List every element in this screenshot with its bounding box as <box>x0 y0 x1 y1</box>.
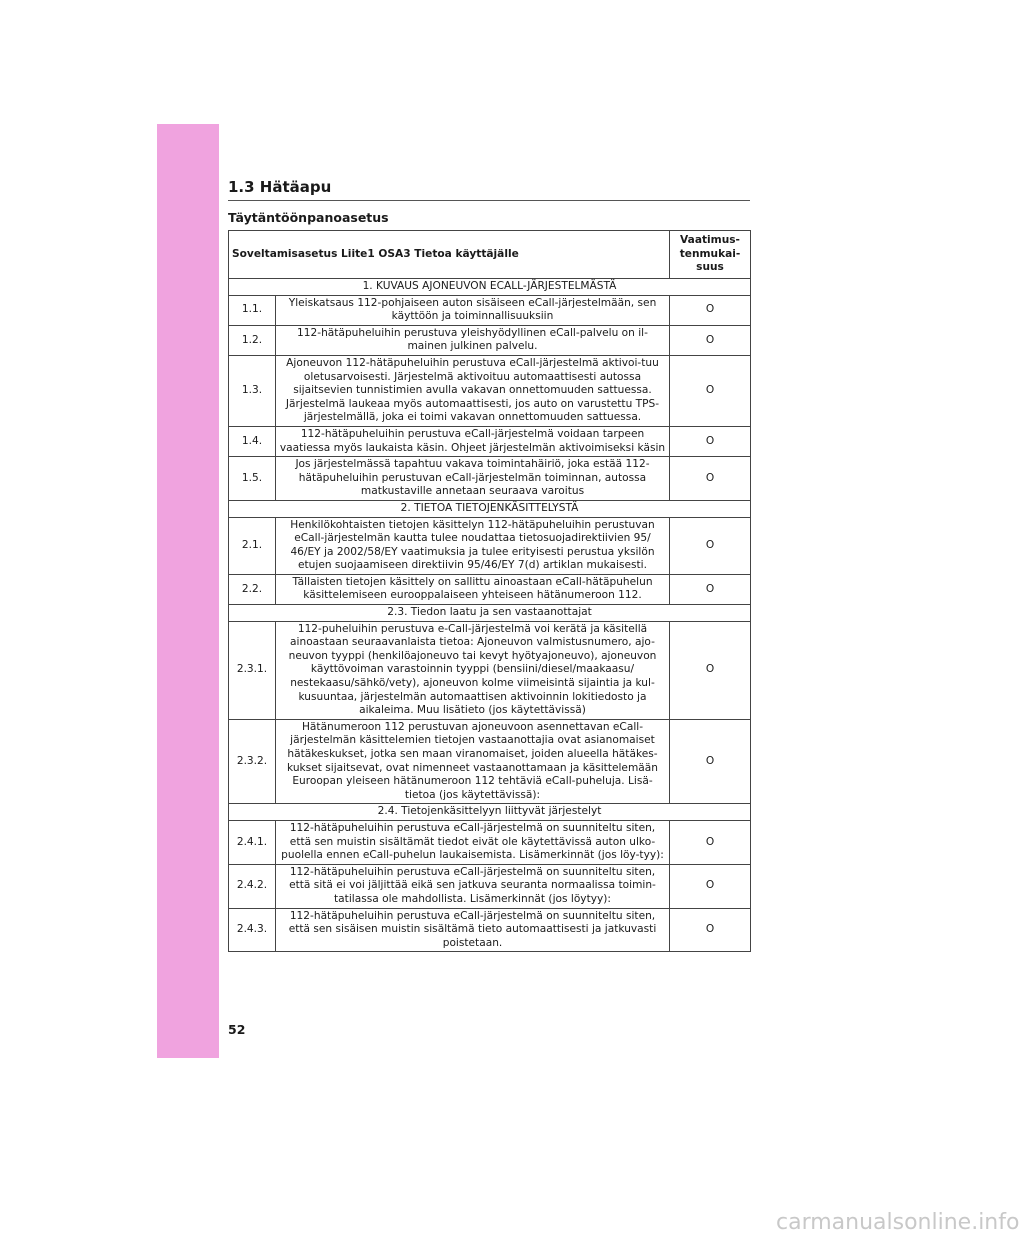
compliance-mark: O <box>670 908 751 952</box>
item-number: 2.3.2. <box>229 719 276 804</box>
table-row <box>229 621 751 719</box>
table-row <box>229 908 751 952</box>
item-description: Tällaisten tietojen käsittely on sallittu ainoastaan eCall-hätäpuhelun käsittelemiseen eurooppalaiseen yhteiseen hätänumeroon 112. <box>276 574 670 604</box>
table-row <box>229 517 751 574</box>
information-table <box>228 230 751 952</box>
section-heading: 2. TIETOA TIETOJENKÄSITTELYSTÄ <box>229 500 751 517</box>
section-title: 1.3 Hätäapu <box>228 178 332 196</box>
item-number: 2.2. <box>229 574 276 604</box>
item-description: 112-puheluihin perustuva e-Call-järjestelmä voi kerätä ja käsitellä ainoastaan seuraavanlaista tietoa: Ajoneuvon valmistusnumero, ajo-neuvon tyyppi (henkilöajoneuvo tai kevyt hyötyajoneuvo), ajoneuvon käyttövoiman varastoinnin tyyppi (bensiini/diesel/maakaasu/ nestekaasu/sähkö/vety), ajoneuvon kolme viimeisintä sijaintia ja kul-kusuuntaa, järjestelmän automaattisen aktivoinnin lokitiedosto ja aikaleima. Muu lisätieto (jos käytettävissä) <box>276 621 670 719</box>
subtitle: Täytäntöönpanoasetus <box>228 210 389 225</box>
section-row <box>229 804 751 821</box>
watermark: carmanualsonline.info <box>776 1210 1019 1235</box>
item-number: 2.3.1. <box>229 621 276 719</box>
compliance-mark: O <box>670 355 751 426</box>
table-row <box>229 864 751 908</box>
item-description: Henkilökohtaisten tietojen käsittelyn 112-hätäpuheluihin perustuvan eCall-järjestelmän kautta tulee noudattaa tietosuojadirektiivien 95/ 46/EY ja 2002/58/EY vaatimuksia ja tulee erityisesti perustua yksilön etujen suojaamiseen direktiivin 95/46/EY 7(d) artiklan mukaisesti. <box>276 517 670 574</box>
section-heading: 1. KUVAUS AJONEUVON ECALL-JÄRJESTELMÄSTÄ <box>229 279 751 296</box>
item-number: 2.4.3. <box>229 908 276 952</box>
page-number: 52 <box>228 1022 246 1037</box>
compliance-mark: O <box>670 820 751 864</box>
compliance-mark: O <box>670 295 751 325</box>
compliance-mark: O <box>670 457 751 501</box>
compliance-mark: O <box>670 574 751 604</box>
item-number: 1.5. <box>229 457 276 501</box>
compliance-mark: O <box>670 719 751 804</box>
item-description: 112-hätäpuheluihin perustuva eCall-järjestelmä on suunniteltu siten, että sen muistin sisältämät tiedot eivät ole käytettävissä auton ulko-puolella ennen eCall-puhelun laukaisemista. Lisämerkinnät (jos löy-tyy): <box>276 820 670 864</box>
item-number: 2.1. <box>229 517 276 574</box>
item-number: 2.4.1. <box>229 820 276 864</box>
item-description: 112-hätäpuheluihin perustuva eCall-järjestelmä voidaan tarpeen vaatiessa myös laukaista käsin. Ohjeet järjestelmän aktivoimiseksi käsin <box>276 426 670 456</box>
item-description: 112-hätäpuheluihin perustuva eCall-järjestelmä on suunniteltu siten, että sen sisäisen muistin sisältämä tieto automaattisesti ja jatkuvasti poistetaan. <box>276 908 670 952</box>
item-number: 2.4.2. <box>229 864 276 908</box>
title-divider <box>228 200 750 201</box>
section-row <box>229 605 751 622</box>
table-row <box>229 426 751 456</box>
section-row <box>229 500 751 517</box>
compliance-mark: O <box>670 517 751 574</box>
compliance-mark: O <box>670 864 751 908</box>
compliance-mark: O <box>670 325 751 355</box>
section-row <box>229 279 751 296</box>
item-description: Jos järjestelmässä tapahtuu vakava toimintahäiriö, joka estää 112-hätäpuheluihin perustuvan eCall-järjestelmän toiminnan, autossa matkustaville annetaan seuraava varoitus <box>276 457 670 501</box>
chapter-color-strip <box>157 124 219 1058</box>
table-row <box>229 820 751 864</box>
column-header-compliance: Vaatimus- tenmukai- suus <box>670 231 751 279</box>
section-heading: 2.3. Tiedon laatu ja sen vastaanottajat <box>229 605 751 622</box>
item-description: Hätänumeroon 112 perustuvan ajoneuvoon asennettavan eCall-järjestelmän käsittelemien tietojen vastaanottajia ovat asianomaiset hätäkeskukset, jotka sen maan viranomaiset, joiden alueella hätäkes-kukset sijaitsevat, ovat nimenneet vastaanottamaan ja käsittelemään Euroopan yleiseen hätänumeroon 112 tehtäviä eCall-puheluja. Lisä-tietoa (jos käytettävissä): <box>276 719 670 804</box>
table-row <box>229 574 751 604</box>
item-description: Yleiskatsaus 112-pohjaiseen auton sisäiseen eCall-järjestelmään, sen käyttöön ja toiminnallisuuksiin <box>276 295 670 325</box>
table-row <box>229 719 751 804</box>
compliance-mark: O <box>670 621 751 719</box>
column-header-regulation: Soveltamisasetus Liite1 OSA3 Tietoa käyttäjälle <box>229 231 670 279</box>
table-row <box>229 295 751 325</box>
compliance-mark: O <box>670 426 751 456</box>
item-description: Ajoneuvon 112-hätäpuheluihin perustuva eCall-järjestelmä aktivoi-tuu oletusarvoisesti. Järjestelmä aktivoituu automaattisesti autossa sijaitsevien tunnistimien avulla vakavan onnettomuuden sattuessa. Järjestelmä laukeaa myös automaattisesti, jos auto on varustettu TPS-järjestelmällä, joka ei toimi vakavan onnettomuuden sattuessa. <box>276 355 670 426</box>
table-row <box>229 325 751 355</box>
item-number: 1.2. <box>229 325 276 355</box>
table-body <box>229 279 751 952</box>
item-number: 1.4. <box>229 426 276 456</box>
item-description: 112-hätäpuheluihin perustuva yleishyödyllinen eCall-palvelu on il-mainen julkinen palvelu. <box>276 325 670 355</box>
table-row <box>229 457 751 501</box>
item-number: 1.1. <box>229 295 276 325</box>
item-number: 1.3. <box>229 355 276 426</box>
item-description: 112-hätäpuheluihin perustuva eCall-järjestelmä on suunniteltu siten, että sitä ei voi jäljittää eikä sen jatkuva seuranta normaalissa toimin-tatilassa ole mahdollista. Lisämerkinnät (jos löytyy): <box>276 864 670 908</box>
section-heading: 2.4. Tietojenkäsittelyyn liittyvät järjestelyt <box>229 804 751 821</box>
table-row <box>229 355 751 426</box>
